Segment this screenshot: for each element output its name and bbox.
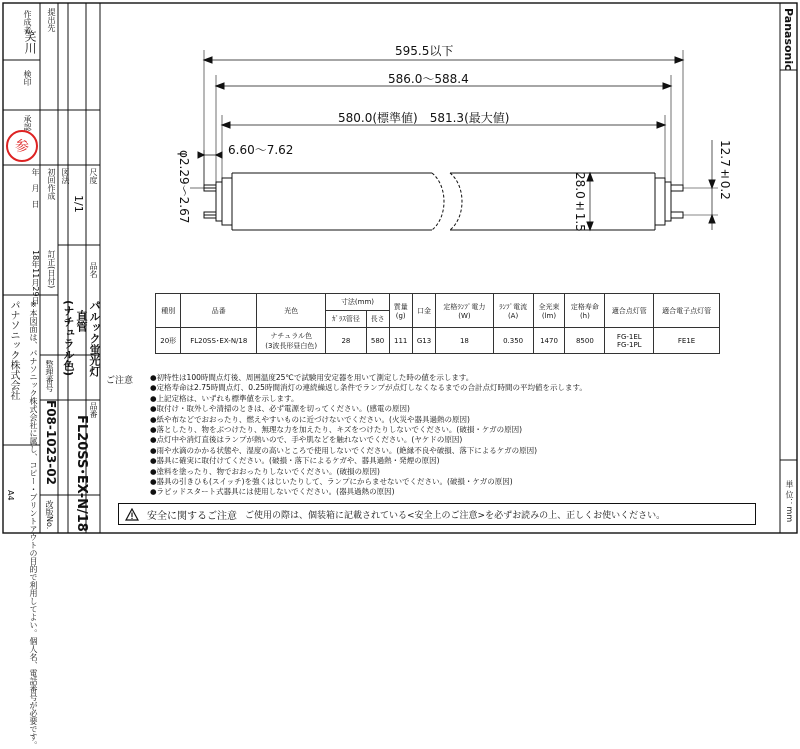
note-item: ●初特性は100時間点灯後、周囲温度25℃で試験用安定器を用いて測定した時の値を示します。 bbox=[150, 373, 474, 382]
th-flux: 全光束 (lm) bbox=[533, 294, 565, 328]
note-item: ●取付け・取外しや清掃のときは、必ず電源を切ってください。(感電の原因) bbox=[150, 404, 410, 414]
part-no: FL20SS･EX-N/18 bbox=[74, 415, 89, 532]
approval-label: 承認 bbox=[23, 115, 32, 131]
td-color: ナチュラル色 (3波長形昼白色) bbox=[257, 328, 326, 354]
dim-pin-diameter: φ2.29～2.67 bbox=[177, 150, 191, 224]
note-item: ●塗料を塗ったり、物でおおったりしないでください。(破損の原因) bbox=[150, 466, 380, 476]
th-base: 口金 bbox=[412, 294, 436, 328]
th-color: 光色 bbox=[257, 294, 326, 328]
th-power: 定格ﾗﾝﾌﾟ電力 (W) bbox=[436, 294, 493, 328]
safety-label: 安全に関するご注意 bbox=[147, 510, 237, 522]
td-length: 580 bbox=[366, 328, 389, 354]
note-item: ●雨や水滴のかかる状態や、湿度の高いところで使用しないでください。(絶縁不良や破損、落下によるケガの原因) bbox=[150, 445, 538, 455]
th-life: 定格寿命 (h) bbox=[565, 294, 605, 328]
td-life: 8500 bbox=[565, 328, 605, 354]
note-item: ●定格寿命は2.75時間点灯、0.25時間消灯の連続繰返し条件でランプが点灯しなくなるまでの合計点灯時間の平均値を示します。 bbox=[150, 383, 587, 393]
product-name-line2: 直管 bbox=[75, 310, 88, 332]
doc-no: F08-1023-02 bbox=[44, 400, 58, 485]
safety-text: ご使用の際は、個装箱に記載されている<安全上のご注意>を必ずお読みの上、正しくお使いください。 bbox=[245, 510, 666, 521]
td-ballast: FG-1EL FG-1PL bbox=[605, 328, 654, 354]
td-part-no: FL20SS･EX-N/18 bbox=[181, 328, 257, 354]
td-mass: 111 bbox=[389, 328, 412, 354]
td-elec-ballast: FE1E bbox=[654, 328, 720, 354]
doc-no-label: 整理番号 bbox=[45, 360, 54, 392]
th-elec-ballast: 適合電子点灯管 bbox=[654, 294, 720, 328]
td-type: 20形 bbox=[156, 328, 181, 354]
dim-pin-spacing: 12.7±0.2 bbox=[718, 140, 732, 200]
td-flux: 1470 bbox=[533, 328, 565, 354]
th-ballast: 適合点灯管 bbox=[605, 294, 654, 328]
first-created-label: 初回作成 bbox=[47, 168, 56, 200]
author-name: 笑川 bbox=[23, 30, 37, 54]
td-base: G13 bbox=[412, 328, 436, 354]
part-no-label: 品番 bbox=[89, 402, 98, 418]
notes-list bbox=[150, 373, 587, 498]
th-glass-dia: ｶﾞﾗｽ管径 bbox=[326, 311, 366, 328]
td-glass-dia: 28 bbox=[326, 328, 366, 354]
td-current: 0.350 bbox=[493, 328, 533, 354]
spec-table bbox=[155, 293, 720, 354]
revised-date: 18年11月29日 bbox=[31, 250, 40, 305]
product-name-label: 品名 bbox=[89, 262, 98, 278]
th-type: 種別 bbox=[156, 294, 181, 328]
dim-standard-length: 580.0(標準値) 581.3(最大値) bbox=[338, 111, 510, 125]
dim-tube-diameter: 28.0±1.5 bbox=[573, 172, 587, 232]
dim-pin-length: 6.60～7.62 bbox=[228, 143, 294, 157]
dim-overall-max: 595.5以下 bbox=[395, 44, 454, 58]
th-current: ﾗﾝﾌﾟ電流 (A) bbox=[493, 294, 533, 328]
revision-label: 改版No. bbox=[45, 500, 54, 530]
sheet-label: 図法 bbox=[61, 168, 70, 184]
dim-overall-range: 586.0～588.4 bbox=[388, 72, 469, 86]
product-name-line1: パルック蛍光灯 bbox=[88, 300, 101, 377]
th-dims: 寸法(mm) bbox=[326, 294, 389, 311]
paper-size: A4 bbox=[6, 490, 15, 501]
note-item: ●紙や布などでおおったり、燃えやすいものに近づけないでください。(火災や器具過熱の原因) bbox=[150, 414, 470, 424]
submit-to-label: 提出先 bbox=[47, 8, 56, 32]
lamp-tube-left bbox=[232, 173, 444, 230]
th-mass: 質量 (g) bbox=[389, 294, 412, 328]
td-power: 18 bbox=[436, 328, 493, 354]
th-length: 長さ bbox=[366, 311, 389, 328]
note-item: ●ラピッドスタート式器具には使用しないでください。(器具過熱の原因) bbox=[150, 487, 395, 497]
note-item: ●器具の引きひも(スイッチ)を強くはじいたりして、ランプにからませないでください。(破損・ケガの原因) bbox=[150, 477, 513, 487]
approval-stamp: 参 bbox=[6, 130, 38, 162]
footnote: ※本図面は、パナソニック株式会社に属し、コピー・ブリントアウトの目的で利用してよい。個人名、電話番号が必要です。 bbox=[29, 300, 38, 749]
author-label: 作成者 bbox=[23, 10, 32, 34]
notes-heading: ご注意 bbox=[106, 376, 134, 386]
company-name: パナソニック株式会社 bbox=[8, 300, 19, 400]
brand-logo: Panasonic bbox=[782, 8, 795, 71]
product-name-line3: (ナチュラル色) bbox=[62, 300, 75, 377]
lamp-tube-right bbox=[450, 173, 655, 230]
note-item: ●点灯中や消灯直後はランプが熱いので、手や肌などを触れないでください。(ヤケドの原因) bbox=[150, 435, 463, 445]
scale-label: 尺度 bbox=[89, 168, 98, 184]
sheet-value: 1/1 bbox=[72, 195, 85, 213]
first-created-date: 年 月 日 bbox=[31, 168, 40, 208]
seal-label: 検印 bbox=[23, 70, 32, 86]
safety-banner bbox=[118, 503, 756, 525]
note-item: ●器具に確実に取付けてください。(破損・落下によるケガや、器具過熱・発煙の原因) bbox=[150, 456, 440, 466]
note-item: ●落としたり、物をぶつけたり、無理な力を加えたり、キズをつけたりしないでください。(破損・ケガの原因) bbox=[150, 425, 523, 435]
warning-icon bbox=[125, 508, 139, 521]
unit-label: 単 位：mm bbox=[785, 480, 794, 523]
revised-label: 訂正(日付) bbox=[47, 250, 56, 289]
note-item: ●上記定格は、いずれも標準値を示します。 bbox=[150, 393, 299, 403]
th-part-no: 品番 bbox=[181, 294, 257, 328]
